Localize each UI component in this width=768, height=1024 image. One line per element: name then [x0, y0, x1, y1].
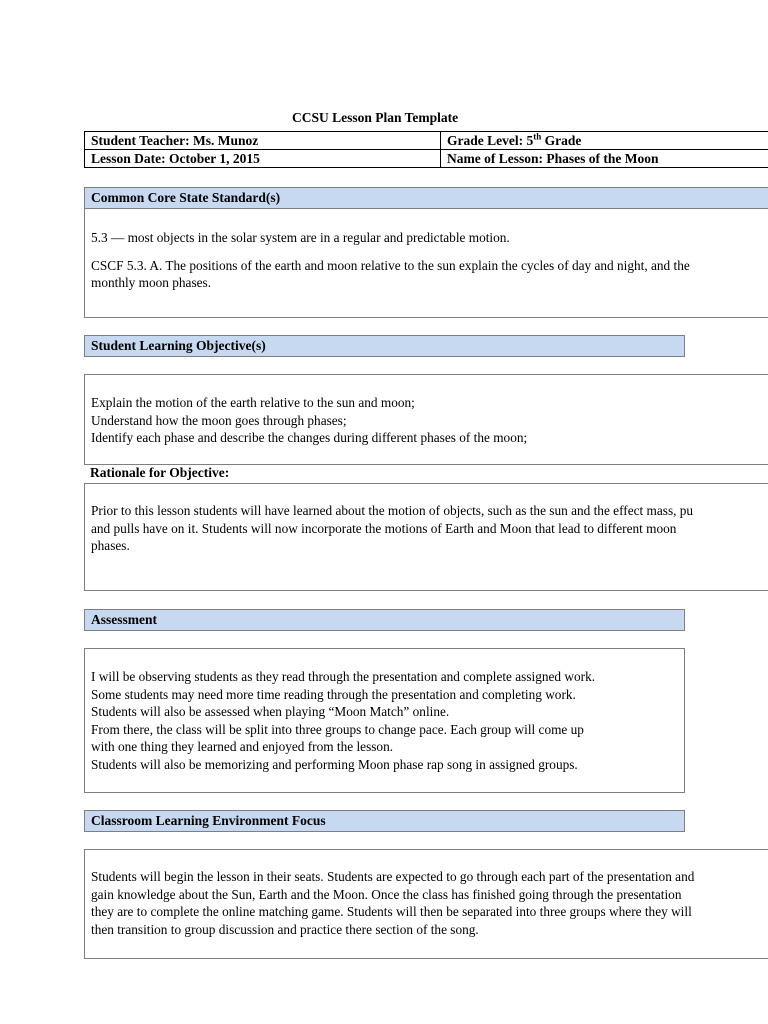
grade-level-suffix: Grade: [541, 133, 582, 148]
environment-line: Students will begin the lesson in their seats. Students are expected to go through each part of the presentation and: [91, 869, 695, 884]
assessment-line: I will be observing students as they read through the presentation and complete assigned work.: [91, 669, 596, 684]
assessment-heading: Assessment: [84, 609, 685, 631]
rationale-line: phases.: [91, 538, 130, 553]
environment-line: gain knowledge about the Sun, Earth and the Moon. Once the class has finished going through the presentation: [91, 886, 682, 902]
rationale-line: and pulls have on it. Students will now incorporate the motions of Earth and Moon that lead to different moon: [91, 520, 677, 536]
header-row-1: [85, 132, 768, 150]
student-teacher-cell: Student Teacher: Ms. Munoz: [85, 132, 441, 150]
lesson-date-cell: Lesson Date: October 1, 2015: [85, 150, 441, 168]
lesson-name-cell: Name of Lesson: Phases of the Moon: [441, 150, 768, 168]
objectives-box: [84, 374, 768, 465]
grade-level-sup: th: [533, 131, 542, 142]
assessment-line: Some students may need more time reading through the presentation and completing work.: [91, 686, 576, 702]
rationale-box: [84, 483, 768, 591]
assessment-line: Students will also be memorizing and performing Moon phase rap song in assigned groups.: [91, 756, 578, 772]
objective-item: Understand how the moon goes through phases;: [91, 412, 347, 428]
objective-item: Explain the motion of the earth relative to the sun and moon;: [91, 395, 415, 410]
environment-heading: Classroom Learning Environment Focus: [84, 810, 685, 832]
environment-line: they are to complete the online matching game. Students will then be separated into three groups where they will: [91, 904, 692, 919]
assessment-line: with one thing they learned and enjoyed from the lesson.: [91, 739, 394, 754]
standards-line-2b: monthly moon phases.: [91, 275, 212, 290]
assessment-line: From there, the class will be split into three groups to change pace. Each group will come up: [91, 721, 584, 737]
header-row-2: [85, 150, 768, 168]
grade-level-prefix: Grade Level: 5: [447, 133, 534, 148]
objective-item: Identify each phase and describe the changes during different phases of the moon;: [91, 430, 528, 445]
standards-box: [84, 208, 768, 318]
assessment-box: [84, 648, 685, 793]
lesson-header-table: [84, 131, 768, 168]
environment-box: [84, 849, 768, 959]
page-title-text: CCSU Lesson Plan Template: [292, 110, 459, 125]
rationale-line: Prior to this lesson students will have learned about the motion of objects, such as the sun and the effect mass, pu: [91, 503, 694, 518]
page-title: [0, 110, 768, 126]
grade-level-cell: [441, 132, 768, 150]
objectives-heading: Student Learning Objective(s): [84, 335, 685, 357]
environment-line: then transition to group discussion and practice there section of the song.: [91, 921, 479, 937]
standards-heading: Common Core State Standard(s): [84, 187, 768, 209]
standards-line-2a: CSCF 5.3. A. The positions of the earth and moon relative to the sun explain the cycles of day and night, and the: [91, 257, 690, 273]
assessment-line: Students will also be assessed when playing “Moon Match” online.: [91, 704, 450, 719]
standards-line-1: 5.3 — most objects in the solar system are in a regular and predictable motion.: [91, 230, 510, 245]
rationale-heading: Rationale for Objective:: [90, 465, 230, 480]
